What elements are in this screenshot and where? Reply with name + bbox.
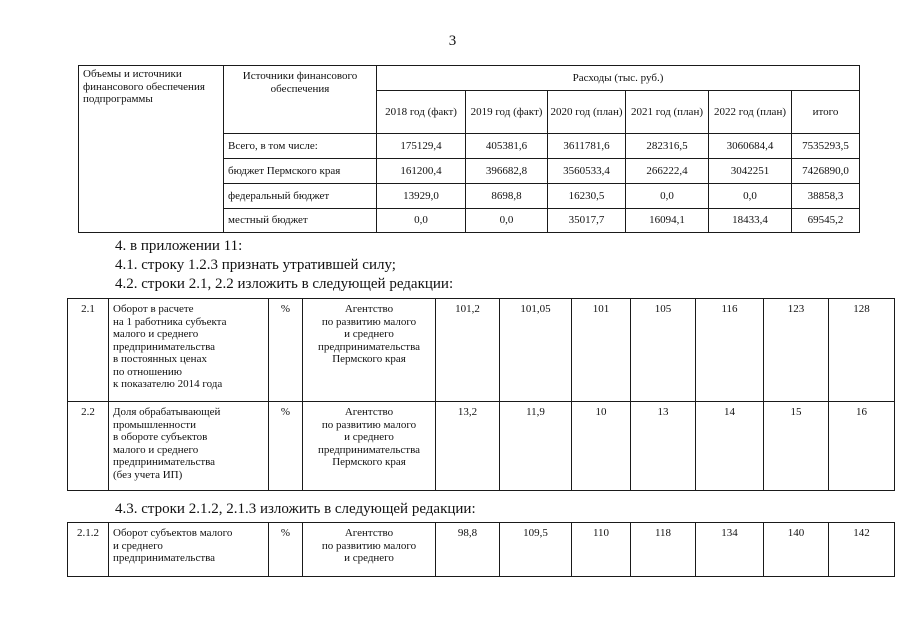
value-cell: 123 <box>764 299 829 402</box>
finance-row-label: местный бюджет <box>224 209 377 233</box>
agency-line: и среднего <box>344 328 394 340</box>
finance-cell: 18433,4 <box>709 209 792 233</box>
agency-cell <box>303 523 436 577</box>
row-number: 2.1.2 <box>68 523 109 577</box>
item-4-heading: 4. в приложении 11: <box>115 238 243 254</box>
value-cell: 10 <box>572 402 631 491</box>
table-row <box>68 523 895 577</box>
indicator-name-line: Оборот субъектов малого <box>113 527 233 539</box>
item-4-1-heading: 4.1. строку 1.2.3 признать утратившей силу; <box>115 257 396 273</box>
value-cell: 128 <box>829 299 895 402</box>
finance-cell: 0,0 <box>626 184 709 209</box>
indicator-name-line: Оборот в расчете <box>113 303 194 315</box>
agency-line: по развитию малого <box>321 539 417 552</box>
indicator-name <box>109 523 269 577</box>
value-cell: 98,8 <box>436 523 500 577</box>
value-cell: 15 <box>764 402 829 491</box>
value-cell: 11,9 <box>500 402 572 491</box>
finance-year-header: 2021 год (план) <box>626 91 709 134</box>
finance-cell: 3560533,4 <box>548 159 626 184</box>
indicator-name-line: Доля обрабатывающей <box>113 406 221 418</box>
finance-cell: 35017,7 <box>548 209 626 233</box>
finance-col1-header: Объемы и источники финансового обеспечения подпрограммы <box>79 66 224 233</box>
finance-cell: 0,0 <box>466 209 548 233</box>
finance-cell: 396682,8 <box>466 159 548 184</box>
indicator-name-line: к показателю 2014 года <box>113 378 223 390</box>
agency-cell <box>303 402 436 491</box>
value-cell: 105 <box>631 299 696 402</box>
finance-expenses-header: Расходы (тыс. руб.) <box>377 66 860 91</box>
indicator-name-line: малого и среднего <box>113 328 199 340</box>
finance-table <box>78 65 860 233</box>
indicator-name-line: предпринимательства <box>113 552 216 564</box>
value-cell: 14 <box>696 402 764 491</box>
finance-cell: 405381,6 <box>466 134 548 159</box>
table-row <box>68 299 895 402</box>
item-4-3-heading: 4.3. строки 2.1.2, 2.1.3 изложить в следующей редакции: <box>115 501 476 517</box>
value-cell: 101 <box>572 299 631 402</box>
indicator-name-line: на 1 работника субъекта <box>113 315 227 328</box>
agency-line: Агентство <box>344 303 394 315</box>
agency-line: и среднего <box>344 431 394 443</box>
indicator-name <box>109 299 269 402</box>
unit-cell: % <box>269 299 303 402</box>
finance-year-header: 2018 год (факт) <box>377 91 466 134</box>
agency-line: предпринимательства <box>317 443 421 456</box>
finance-cell: 3042251 <box>709 159 792 184</box>
value-cell: 16 <box>829 402 895 491</box>
value-cell: 101,05 <box>500 299 572 402</box>
finance-year-header: 2019 год (факт) <box>466 91 548 134</box>
indicators-table-2 <box>67 522 895 577</box>
finance-cell: 3611781,6 <box>548 134 626 159</box>
finance-year-header: 2022 год (план) <box>709 91 792 134</box>
finance-cell: 161200,4 <box>377 159 466 184</box>
finance-cell: 38858,3 <box>792 184 860 209</box>
item-4-2-heading: 4.2. строки 2.1, 2.2 изложить в следующей редакции: <box>115 276 454 292</box>
finance-cell: 16094,1 <box>626 209 709 233</box>
agency-line: Пермского края <box>332 456 406 468</box>
value-cell: 13 <box>631 402 696 491</box>
finance-row-label: федеральный бюджет <box>224 184 377 209</box>
indicator-name-line: промышленности <box>113 418 196 431</box>
indicator-name-line: и среднего <box>113 539 163 552</box>
indicator-name-line: в обороте субъектов <box>113 431 208 443</box>
row-number: 2.2 <box>68 402 109 491</box>
indicator-name-line: предпринимательства <box>113 456 216 468</box>
finance-cell: 0,0 <box>709 184 792 209</box>
value-cell: 118 <box>631 523 696 577</box>
agency-line: и среднего <box>344 552 394 564</box>
value-cell: 13,2 <box>436 402 500 491</box>
indicator-name-line: предпринимательства <box>113 340 216 353</box>
finance-cell: 7426890,0 <box>792 159 860 184</box>
finance-row-label: бюджет Пермского края <box>224 159 377 184</box>
finance-year-header: 2020 год (план) <box>548 91 626 134</box>
finance-cell: 13929,0 <box>377 184 466 209</box>
agency-line: предпринимательства <box>317 340 421 353</box>
agency-line: Агентство <box>344 406 394 418</box>
value-cell: 110 <box>572 523 631 577</box>
value-cell: 116 <box>696 299 764 402</box>
value-cell: 101,2 <box>436 299 500 402</box>
indicator-name-line: в постоянных ценах <box>113 353 207 365</box>
value-cell: 140 <box>764 523 829 577</box>
finance-row-label: Всего, в том числе: <box>224 134 377 159</box>
finance-cell: 7535293,5 <box>792 134 860 159</box>
finance-cell: 3060684,4 <box>709 134 792 159</box>
finance-cell: 266222,4 <box>626 159 709 184</box>
finance-year-header: итого <box>792 91 860 134</box>
indicator-name <box>109 402 269 491</box>
finance-cell: 8698,8 <box>466 184 548 209</box>
finance-cell: 16230,5 <box>548 184 626 209</box>
agency-line: Агентство <box>344 527 394 539</box>
finance-cell: 175129,4 <box>377 134 466 159</box>
indicator-name-line: по отношению <box>113 365 183 378</box>
unit-cell: % <box>269 402 303 491</box>
indicators-table <box>67 298 895 491</box>
indicator-name-line: малого и среднего <box>113 443 199 456</box>
agency-line: Пермского края <box>332 353 406 365</box>
finance-cell: 0,0 <box>377 209 466 233</box>
unit-cell: % <box>269 523 303 577</box>
value-cell: 134 <box>696 523 764 577</box>
agency-cell <box>303 299 436 402</box>
value-cell: 109,5 <box>500 523 572 577</box>
value-cell: 142 <box>829 523 895 577</box>
finance-col2-header: Источники финансового обеспечения <box>224 66 377 134</box>
finance-cell: 69545,2 <box>792 209 860 233</box>
indicator-name-line: (без учета ИП) <box>113 468 183 481</box>
table-row <box>68 402 895 491</box>
agency-line: по развитию малого <box>321 315 417 328</box>
page-number: 3 <box>448 33 457 49</box>
agency-line: по развитию малого <box>321 418 417 431</box>
finance-cell: 282316,5 <box>626 134 709 159</box>
row-number: 2.1 <box>68 299 109 402</box>
